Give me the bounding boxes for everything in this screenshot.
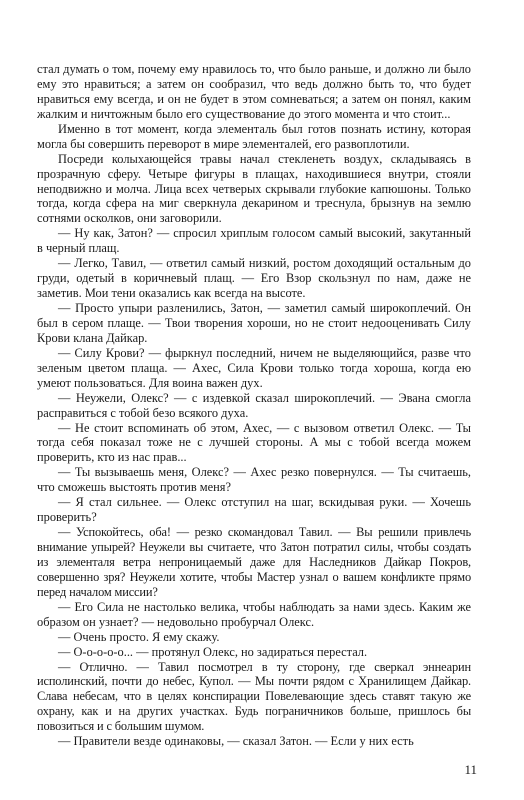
body-text <box>37 62 471 749</box>
paragraph: — Ты вызываешь меня, Олекс? — Ахес резко повернулся. — Ты считаешь, что сможешь выстоять против меня? <box>37 465 471 495</box>
paragraph: — Его Сила не настолько велика, чтобы наблюдать за нами здесь. Каким же образом он узнает? — недовольно пробурчал Олекс. <box>37 599 471 629</box>
page-number: 11 <box>464 762 477 777</box>
paragraph: — Правители везде одинаковы, — сказал Затон. — Если у них есть <box>58 734 414 749</box>
paragraph: — Ну как, Затон? — спросил хриплым голосом самый высокий, закутанный в черный плащ. <box>37 226 471 256</box>
paragraph: — Неужели, Олекс? — с издевкой сказал широкоплечий. — Эвана смогла расправиться с тобой безо всякого духа. <box>37 390 471 420</box>
paragraph: — Очень просто. Я ему скажу. <box>58 629 220 644</box>
paragraph: Посреди колыхающейся травы начал стекленеть воздух, складываясь в прозрачную сферу. Четыре фигуры в плащах, находившиеся внутри, стояли неподвижно и молча. Лица всех четверых скрывали глубокие капюшоны. Только тогда, когда сфера на миг сверкнула декарином и треснула, брызнув на землю сотнями осколков, они заговорили. <box>37 151 471 226</box>
paragraph: — О-о-о-о-о... — протянул Олекс, но задираться перестал. <box>58 644 368 659</box>
paragraph: — Просто упыри разленились, Затон, — заметил самый широкоплечий. Он был в сером плаще. — Твои творения хороши, но не стоит недооценивать Силу Крови клана Дайкар. <box>37 301 471 345</box>
paragraph: — Легко, Тавил, — ответил самый низкий, ростом доходящий остальным до груди, одетый в коричневый плащ. — Его Взор скользнул по нам, даже не заметив. Мои тени оказались как всегда на высоте. <box>37 256 471 301</box>
paragraph: — Отлично. — Тавил посмотрел в ту сторону, где сверкал эннеарин исполинский, почти до небес, Купол. — Мы почти рядом с Хранилищем Дайкар. Слава небесам, что в целях конспирации Повелевающие здесь ставят такую же охрану, как и на других участках. Будь пограничников больше, пришлось бы повозиться и с большим шумом. <box>37 659 471 734</box>
paragraph: — Я стал сильнее. — Олекс отступил на шаг, вскидывая руки. — Хочешь проверить? <box>37 495 471 525</box>
paragraph: — Силу Крови? — фыркнул последний, ничем не выделяющийся, разве что зеленым цветом плаща. — Ахес, Сила Крови только тогда хороша, когда ею умеют пользоваться. Для воина важен дух. <box>37 345 471 390</box>
paragraph: стал думать о том, почему ему нравилось то, что было раньше, и должно ли было ему это нравиться; а затем он сообразил, что ведь должно быть то, что будет нравиться ему всегда, и он не будет в этом сомневаться; а затем он понял, каким жалким и ничтожным было его существование до этого момента и что стоит... <box>37 62 471 121</box>
paragraph: — Успокойтесь, оба! — резко скомандовал Тавил. — Вы решили привлечь внимание упырей? Неужели вы считаете, что Затон потратил силы, чтобы создать из элементаля ветра непроницаемый даже для Наследников Дайкар Покров, совершенно зря? Неужели хотите, чтобы Мастер узнал о вашем конфликте прямо перед началом миссии? <box>37 525 471 599</box>
paragraph: Именно в тот момент, когда элементаль был готов познать истину, которая могла бы совершить переворот в мире элементалей, его развоплотили. <box>37 121 471 151</box>
paragraph: — Не стоит вспоминать об этом, Ахес, — с вызовом ответил Олекс. — Ты тогда себя показал тоже не с лучшей стороны. А мы с тобой всегда можем проверить, кто из нас прав... <box>37 420 471 465</box>
